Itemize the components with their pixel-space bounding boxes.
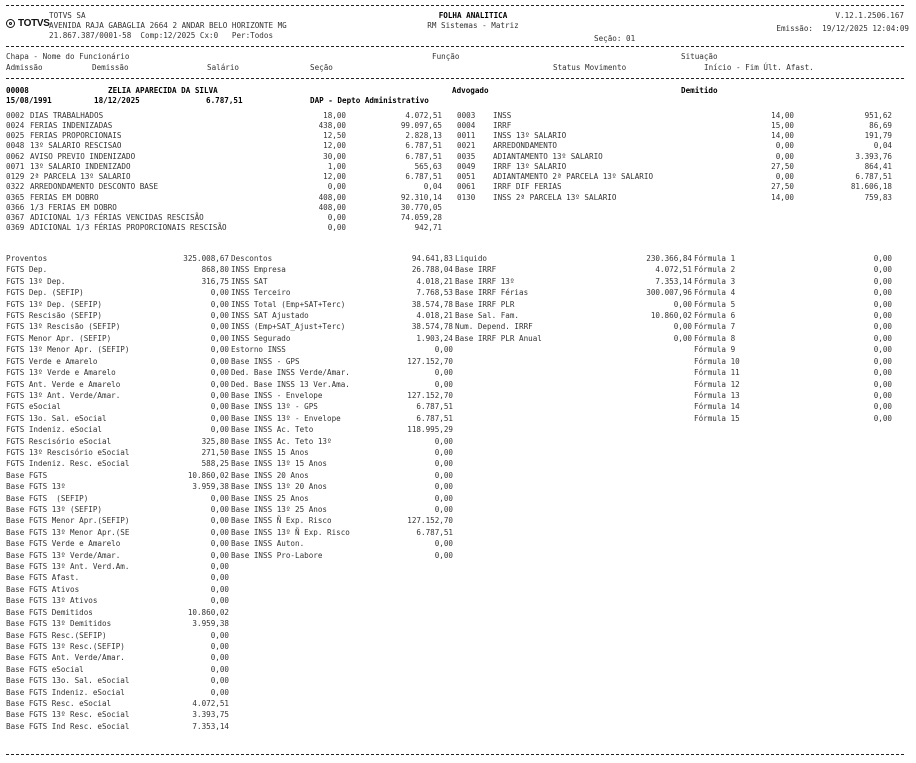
event-description: INSS 2ª PARCELA 13º SALARIO	[493, 192, 617, 202]
event-reference: 14,00	[771, 131, 794, 141]
total-value: 0,00	[434, 482, 453, 492]
total-label: Fórmula 11	[694, 368, 740, 378]
event-description: AVISO PREVIO INDENIZADO	[30, 151, 136, 161]
total-label: Fórmula 6	[694, 311, 736, 321]
total-value: 7.768,53	[416, 288, 453, 298]
total-label: FGTS 13º Dep.	[6, 276, 66, 286]
total-value: 0,00	[434, 459, 453, 469]
event-code: 0130	[457, 192, 476, 202]
total-label: Base IRRF PLR Anual	[455, 333, 542, 343]
event-description: 13º SALARIO RESCISAO	[30, 141, 122, 151]
total-label: FGTS 13º Dep. (SEFIP)	[6, 299, 103, 309]
total-value: 127.152,70	[407, 516, 453, 526]
total-value: 300.007,96	[646, 288, 692, 298]
total-value: 0,00	[210, 505, 229, 515]
event-description: ARREDONDAMENTO	[493, 141, 558, 151]
total-value: 0,00	[210, 425, 229, 435]
total-value: 325.008,67	[183, 254, 229, 263]
event-description: IRRF	[493, 120, 512, 130]
total-label: Base FGTS 13o. Sal. eSocial	[6, 676, 130, 686]
total-value: 0,00	[434, 436, 453, 446]
total-value: 0,00	[873, 368, 892, 378]
event-code: 0048	[6, 141, 25, 151]
total-label: Base FGTS eSocial	[6, 664, 84, 674]
total-value: 0,00	[434, 539, 453, 549]
total-label: FGTS 13º Rescisório eSocial	[6, 447, 130, 457]
event-description: ADIANTAMENTO 13º SALARIO	[493, 151, 603, 161]
employee-chapa: 00008	[6, 86, 29, 95]
total-value: 7.353,14	[192, 721, 229, 731]
total-value: 0,00	[210, 573, 229, 583]
event-reference: 14,00	[771, 192, 794, 202]
total-label: Base INSS Ñ Exp. Risco	[231, 516, 332, 526]
total-label: INSS Empresa	[231, 265, 286, 275]
total-value: 271,50	[201, 447, 229, 457]
total-label: Fórmula 14	[694, 402, 740, 412]
col-header-funcao: Função	[432, 52, 460, 61]
employee-name: ZELIA APARECIDA DA SILVA	[108, 86, 218, 95]
event-value: 191,79	[864, 131, 892, 141]
brand-logo-text: TOTVS	[18, 18, 50, 29]
total-value: 0,00	[210, 527, 229, 537]
total-value: 0,00	[210, 345, 229, 355]
total-label: Base FGTS Ativos	[6, 584, 80, 594]
total-label: Base Sal. Fam.	[455, 311, 520, 321]
total-value: 6.787,51	[416, 413, 453, 423]
total-label: Base FGTS 13º Menor Apr.(SE	[6, 527, 130, 537]
total-label: Base INSS Ac. Teto	[231, 425, 314, 435]
total-value: 0,00	[434, 379, 453, 389]
total-label: Base INSS Auton.	[231, 539, 305, 549]
event-code: 0129	[6, 172, 25, 182]
total-label: Base FGTS 13º Verde/Amar.	[6, 550, 121, 560]
total-value: 316,75	[201, 276, 229, 286]
event-description: FERIAS PROPORCIONAIS	[30, 131, 122, 141]
total-label: Liquido	[455, 254, 488, 263]
total-label: Fórmula 1	[694, 254, 736, 263]
total-label: Fórmula 13	[694, 390, 740, 400]
total-label: Base FGTS Afast.	[6, 573, 80, 583]
total-label: FGTS 13º Verde e Amarelo	[6, 368, 116, 378]
total-label: FGTS Verde e Amarelo	[6, 356, 98, 366]
total-value: 0,00	[210, 356, 229, 366]
total-value: 0,00	[873, 299, 892, 309]
total-value: 0,00	[434, 505, 453, 515]
total-label: Base INSS 15 Anos	[231, 447, 309, 457]
company-address: AVENIDA RAJA GABAGLIA 2664 2 ANDAR BELO HORIZONTE MG	[49, 21, 287, 30]
total-label: Fórmula 8	[694, 333, 736, 343]
event-code: 0004	[457, 120, 476, 130]
total-label: Fórmula 9	[694, 345, 736, 355]
total-value: 118.995,29	[407, 425, 453, 435]
col-header-status: Status Movimento	[553, 63, 627, 72]
event-code: 0062	[6, 151, 25, 161]
total-value: 0,00	[210, 333, 229, 343]
total-value: 10.860,02	[187, 470, 229, 480]
event-reference: 408,00	[318, 202, 346, 212]
total-label: FGTS 13o. Sal. eSocial	[6, 413, 107, 423]
event-value: 864,41	[864, 161, 892, 171]
total-value: 0,00	[210, 322, 229, 332]
separator-bottom	[6, 754, 904, 755]
event-code: 0369	[6, 223, 25, 233]
total-value: 3.393,75	[192, 710, 229, 720]
event-description: ADICIONAL 1/3 FÉRIAS VENCIDAS RESCISÃO	[30, 213, 204, 223]
event-description: 13º SALARIO INDENIZADO	[30, 161, 131, 171]
total-value: 10.860,02	[650, 311, 692, 321]
total-label: Fórmula 10	[694, 356, 740, 366]
total-label: Base FGTS 13º (SEFIP)	[6, 505, 103, 515]
emission-date: Emissão: 19/12/2025 12:04:09	[776, 24, 909, 33]
total-label: INSS Terceiro	[231, 288, 291, 298]
total-label: Base FGTS Resc. eSocial	[6, 698, 112, 708]
total-label: Base FGTS 13º Resc. eSocial	[6, 710, 130, 720]
total-label: Base INSS 13º 25 Anos	[231, 505, 328, 515]
total-value: 0,00	[210, 653, 229, 663]
event-reference: 1,00	[327, 161, 346, 171]
total-value: 0,00	[434, 368, 453, 378]
total-value: 0,00	[873, 265, 892, 275]
event-description: IRRF DIF FERIAS	[493, 182, 562, 192]
total-label: FGTS Rescisão (SEFIP)	[6, 311, 103, 321]
total-label: Base FGTS 13º Ant. Verd.Am.	[6, 562, 130, 572]
total-label: Base FGTS Ind Resc. eSocial	[6, 721, 130, 731]
total-label: Base INSS 20 Anos	[231, 470, 309, 480]
report-version: V.12.1.2506.167	[835, 11, 904, 20]
total-value: 4.018,21	[416, 311, 453, 321]
total-value: 0,00	[210, 413, 229, 423]
event-code: 0061	[457, 182, 476, 192]
event-reference: 0,00	[327, 223, 346, 233]
total-label: Base FGTS Menor Apr.(SEFIP)	[6, 516, 130, 526]
total-value: 7.353,14	[655, 276, 692, 286]
total-label: INSS Total (Emp+SAT+Terc)	[231, 299, 346, 309]
total-value: 0,00	[210, 299, 229, 309]
total-value: 94.641,83	[411, 254, 453, 263]
event-reference: 18,00	[323, 110, 346, 120]
total-label: FGTS 13º Rescisão (SEFIP)	[6, 322, 121, 332]
company-name: TOTVS SA	[49, 11, 86, 20]
total-value: 0,00	[210, 390, 229, 400]
total-label: Base FGTS 13º Ativos	[6, 596, 98, 606]
total-value: 230.366,84	[646, 254, 692, 263]
total-label: Base INSS 13º - GPS	[231, 402, 318, 412]
system-name: RM Sistemas - Matriz	[427, 21, 519, 30]
total-label: FGTS Indeniz. Resc. eSocial	[6, 459, 130, 469]
col-header-secao: Seção	[310, 63, 333, 72]
total-label: Descontos	[231, 254, 273, 263]
total-value: 0,00	[434, 470, 453, 480]
total-label: INSS SAT	[231, 276, 268, 286]
employee-secao: DAP - Depto Administrativo	[310, 96, 429, 105]
total-value: 0,00	[210, 539, 229, 549]
total-value: 0,00	[434, 345, 453, 355]
separator-columns	[6, 78, 904, 79]
event-reference: 30,00	[323, 151, 346, 161]
total-value: 6.787,51	[416, 527, 453, 537]
event-description: ADICIONAL 1/3 FÉRIAS PROPORCIONAIS RESCISÃO	[30, 223, 227, 233]
total-label: FGTS Dep. (SEFIP)	[6, 288, 84, 298]
total-value: 0,00	[210, 676, 229, 686]
total-value: 0,00	[873, 356, 892, 366]
event-description: INSS 13º SALARIO	[493, 131, 567, 141]
event-reference: 0,00	[327, 182, 346, 192]
col-header-chapa: Chapa - Nome do Funcionário	[6, 52, 130, 61]
total-value: 0,00	[434, 550, 453, 560]
event-reference: 12,00	[323, 141, 346, 151]
total-label: Estorno INSS	[231, 345, 286, 355]
total-label: Base INSS Ac. Teto 13º	[231, 436, 332, 446]
total-value: 0,00	[210, 584, 229, 594]
event-reference: 15,00	[771, 120, 794, 130]
total-value: 0,00	[210, 550, 229, 560]
total-value: 10.860,02	[187, 607, 229, 617]
event-code: 0365	[6, 192, 25, 202]
total-label: Base INSS Pro-Labore	[231, 550, 323, 560]
total-label: FGTS Menor Apr. (SEFIP)	[6, 333, 112, 343]
col-header-salario: Salário	[207, 63, 240, 72]
total-value: 0,00	[210, 379, 229, 389]
event-code: 0003	[457, 110, 476, 120]
event-value: 4.072,51	[405, 110, 442, 120]
event-description: ADIANTAMENTO 2ª PARCELA 13º SALARIO	[493, 172, 654, 182]
event-reference: 27,50	[771, 182, 794, 192]
event-value: 942,71	[414, 223, 442, 233]
total-value: 1.903,24	[416, 333, 453, 343]
event-code: 0322	[6, 182, 25, 192]
total-value: 38.574,78	[411, 299, 453, 309]
total-value: 325,80	[201, 436, 229, 446]
event-reference: 27,50	[771, 161, 794, 171]
total-value: 4.072,51	[655, 265, 692, 275]
total-label: Base FGTS Demitidos	[6, 607, 93, 617]
total-value: 0,00	[210, 630, 229, 640]
event-code: 0025	[6, 131, 25, 141]
total-label: FGTS Ant. Verde e Amarelo	[6, 379, 121, 389]
total-label: Base IRRF Férias	[455, 288, 529, 298]
total-value: 0,00	[210, 687, 229, 697]
event-reference: 14,00	[771, 110, 794, 120]
event-value: 951,62	[864, 110, 892, 120]
total-label: Base FGTS Resc.(SEFIP)	[6, 630, 107, 640]
event-value: 81.606,18	[850, 182, 892, 192]
total-label: Base INSS 13º Ñ Exp. Risco	[231, 527, 350, 537]
total-value: 0,00	[873, 413, 892, 423]
total-label: Fórmula 4	[694, 288, 736, 298]
event-description: 1/3 FERIAS EM DOBRO	[30, 202, 117, 212]
total-label: Base FGTS 13º	[6, 482, 66, 492]
total-value: 3.959,38	[192, 619, 229, 629]
event-value: 6.787,51	[405, 141, 442, 151]
total-value: 0,00	[873, 333, 892, 343]
total-value: 0,00	[210, 402, 229, 412]
event-value: 3.393,76	[855, 151, 892, 161]
total-label: Fórmula 3	[694, 276, 736, 286]
total-value: 38.574,78	[411, 322, 453, 332]
event-code: 0051	[457, 172, 476, 182]
total-label: Base INSS - Envelope	[231, 390, 323, 400]
event-description: FERIAS EM DOBRO	[30, 192, 99, 202]
total-value: 0,00	[873, 254, 892, 263]
event-value: 2.828,13	[405, 131, 442, 141]
total-label: Base FGTS Ant. Verde/Amar.	[6, 653, 125, 663]
total-label: Base FGTS 13º Resc.(SEFIP)	[6, 641, 125, 651]
event-value: 99.097,65	[400, 120, 442, 130]
total-label: FGTS eSocial	[6, 402, 61, 412]
total-label: INSS (Emp+SAT_Ajust+Terc)	[231, 322, 346, 332]
report-title: FOLHA ANALITICA	[438, 11, 508, 20]
event-code: 0049	[457, 161, 476, 171]
total-label: Base FGTS 13º Demitidos	[6, 619, 112, 629]
total-label: FGTS 13º Menor Apr. (SEFIP)	[6, 345, 130, 355]
total-label: FGTS 13º Ant. Verde/Amar.	[6, 390, 121, 400]
total-label: Base IRRF 13º	[455, 276, 515, 286]
total-value: 0,00	[873, 276, 892, 286]
total-value: 0,00	[873, 322, 892, 332]
col-header-inicio-fim: Início - Fim Últ. Afast.	[704, 63, 814, 72]
total-value: 4.072,51	[192, 698, 229, 708]
total-label: FGTS Rescisório eSocial	[6, 436, 112, 446]
event-value: 6.787,51	[405, 151, 442, 161]
employee-admissao: 15/08/1991	[6, 96, 52, 105]
total-label: Base FGTS	[6, 470, 48, 480]
total-label: Base INSS 13º 15 Anos	[231, 459, 328, 469]
total-value: 0,00	[210, 516, 229, 526]
event-value: 74.059,28	[400, 213, 442, 223]
event-description: FERIAS INDENIZADAS	[30, 120, 113, 130]
total-value: 0,00	[210, 288, 229, 298]
total-value: 127.152,70	[407, 356, 453, 366]
event-reference: 438,00	[318, 120, 346, 130]
event-code: 0071	[6, 161, 25, 171]
total-label: Fórmula 7	[694, 322, 736, 332]
total-label: Ded. Base INSS Verde/Amar.	[231, 368, 350, 378]
event-reference: 408,00	[318, 192, 346, 202]
event-value: 30.770,05	[400, 202, 442, 212]
event-description: DIAS TRABALHADOS	[30, 110, 104, 120]
event-code: 0024	[6, 120, 25, 130]
total-label: Fórmula 2	[694, 265, 736, 275]
total-label: Base INSS 25 Anos	[231, 493, 309, 503]
total-label: Fórmula 5	[694, 299, 736, 309]
employee-funcao: Advogado	[452, 86, 489, 95]
total-value: 0,00	[434, 447, 453, 457]
total-label: Base INSS 13º 20 Anos	[231, 482, 328, 492]
total-value: 0,00	[873, 288, 892, 298]
total-label: Base IRRF	[455, 265, 497, 275]
total-value: 0,00	[210, 596, 229, 606]
total-label: FGTS Dep.	[6, 265, 48, 275]
event-value: 6.787,51	[855, 172, 892, 182]
total-label: Ded. Base INSS 13 Ver.Ama.	[231, 379, 350, 389]
event-value: 759,83	[864, 192, 892, 202]
total-value: 0,00	[873, 311, 892, 321]
total-value: 0,00	[210, 664, 229, 674]
total-label: Base FGTS Indeniz. eSocial	[6, 687, 125, 697]
employee-demissao: 18/12/2025	[94, 96, 140, 105]
col-header-admissao: Admissão	[6, 63, 43, 72]
event-reference: 12,50	[323, 131, 346, 141]
event-reference: 0,00	[327, 213, 346, 223]
event-value: 86,69	[869, 120, 892, 130]
total-value: 0,00	[673, 299, 692, 309]
total-value: 868,80	[201, 265, 229, 275]
total-label: Base FGTS (SEFIP)	[6, 493, 89, 503]
event-code: 0367	[6, 213, 25, 223]
total-label: INSS Segurado	[231, 333, 291, 343]
total-value: 0,00	[673, 322, 692, 332]
event-description: INSS	[493, 110, 512, 120]
event-reference: 12,00	[323, 172, 346, 182]
total-value: 0,00	[210, 641, 229, 651]
event-value: 0,04	[873, 141, 892, 151]
col-header-demissao: Demissão	[92, 63, 129, 72]
event-code: 0002	[6, 110, 25, 120]
total-value: 0,00	[873, 345, 892, 355]
total-label: Fórmula 15	[694, 413, 740, 423]
total-label: Num. Depend. IRRF	[455, 322, 533, 332]
total-value: 3.959,38	[192, 482, 229, 492]
event-value: 92.310,14	[400, 192, 442, 202]
company-cnpj-line: 21.867.387/0001-58 Comp:12/2025 Cx:0 Per:Todos	[49, 31, 274, 40]
total-label: Proventos	[6, 254, 48, 263]
employee-situacao: Demitido	[681, 86, 718, 95]
total-label: INSS SAT Ajustado	[231, 311, 309, 321]
total-value: 4.018,21	[416, 276, 453, 286]
total-value: 0,00	[210, 562, 229, 572]
event-reference: 0,00	[775, 151, 794, 161]
total-value: 0,00	[210, 493, 229, 503]
total-label: Base IRRF PLR	[455, 299, 515, 309]
total-label: Base INSS 13º - Envelope	[231, 413, 341, 423]
total-value: 0,00	[873, 402, 892, 412]
section-label: Seção: 01	[594, 34, 636, 43]
event-code: 0011	[457, 131, 476, 141]
total-label: FGTS Indeniz. eSocial	[6, 425, 103, 435]
total-label: Base FGTS Verde e Amarelo	[6, 539, 121, 549]
event-value: 0,04	[423, 182, 442, 192]
event-code: 0021	[457, 141, 476, 151]
event-reference: 0,00	[775, 141, 794, 151]
total-label: Fórmula 12	[694, 379, 740, 389]
event-value: 6.787,51	[405, 172, 442, 182]
total-value: 26.788,04	[411, 265, 453, 275]
total-value: 127.152,70	[407, 390, 453, 400]
event-value: 565,63	[414, 161, 442, 171]
event-code: 0366	[6, 202, 25, 212]
total-value: 6.787,51	[416, 402, 453, 412]
total-value: 0,00	[210, 311, 229, 321]
total-value: 0,00	[434, 493, 453, 503]
employee-salario: 6.787,51	[206, 96, 243, 105]
separator-header	[6, 46, 904, 47]
event-code: 0035	[457, 151, 476, 161]
event-description: ARREDONDAMENTO DESCONTO BASE	[30, 182, 159, 192]
total-value: 588,25	[201, 459, 229, 469]
event-description: 2ª PARCELA 13º SALARIO	[30, 172, 131, 182]
total-value: 0,00	[873, 390, 892, 400]
total-value: 0,00	[210, 368, 229, 378]
event-reference: 0,00	[775, 172, 794, 182]
col-header-situacao: Situação	[681, 52, 718, 61]
total-value: 0,00	[873, 379, 892, 389]
total-label: Base INSS - GPS	[231, 356, 300, 366]
event-description: IRRF 13º SALARIO	[493, 161, 567, 171]
separator-top	[6, 5, 904, 6]
total-value: 0,00	[673, 333, 692, 343]
